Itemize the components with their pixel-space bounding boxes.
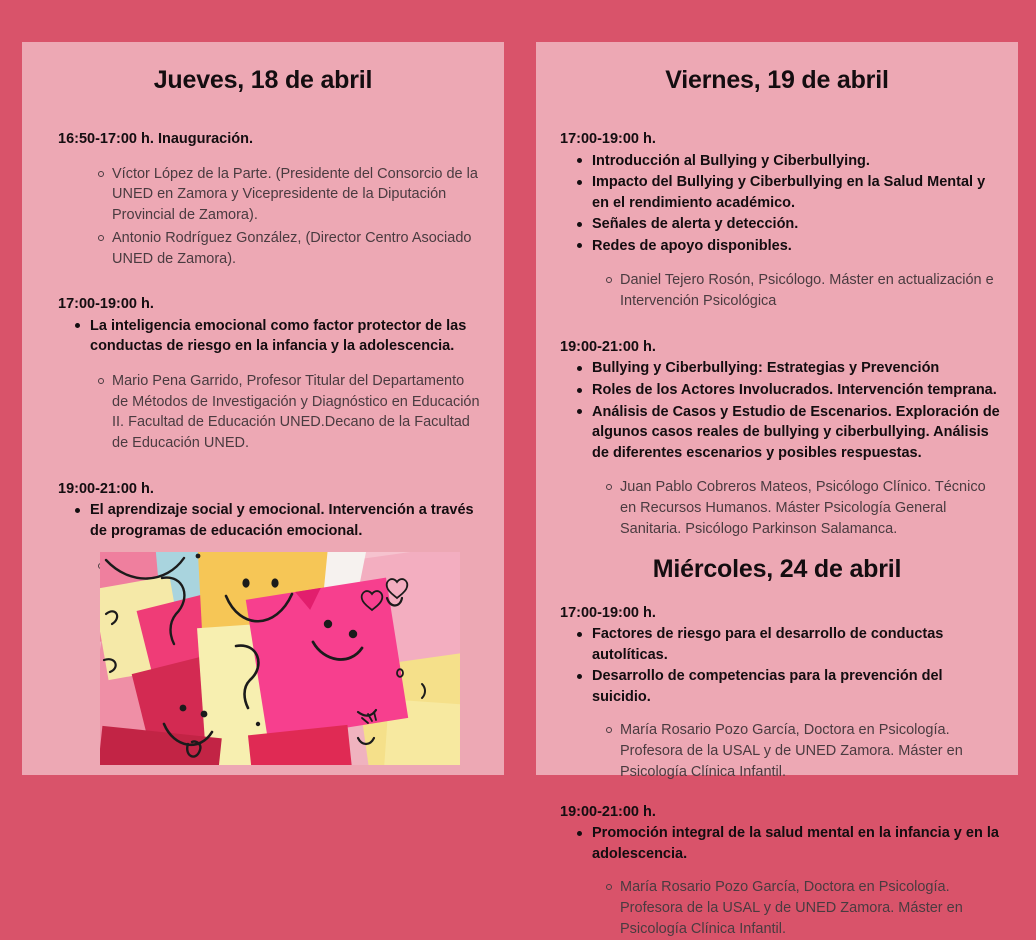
list-item: Víctor López de la Parte. (Presidente del Consorcio de la UNED en Zamora y Vicepresidente de la Diputación Provincial de Zamora). [112,164,482,226]
session-time-inauguracion: 16:50-17:00 h. Inauguración. [58,131,254,147]
session-time-friday-1700: 17:00-19:00 h. [560,131,656,147]
speaker-list-inauguracion [44,164,482,270]
session-time-wednesday-1900: 19:00-21:00 h. [560,803,656,820]
sticky-notes-photo [100,552,460,765]
list-item: Daniel Tejero Rosón, Psicólogo. Máster en actualización e Intervención Psicológica [620,270,1004,311]
list-item: Roles de los Actores Involucrados. Intervención temprana. [592,380,1004,401]
list-item: Desarrollo de competencias para la prevención del suicidio. [592,666,1004,707]
speaker-list-wednesday-1900 [550,877,1004,939]
sticky-notes-illustration [100,552,460,765]
list-item: Bullying y Ciberbullying: Estrategias y Prevención [592,358,1004,379]
list-item: Juan Pablo Cobreros Mateos, Psicólogo Clínico. Técnico en Recursos Humanos. Máster Psicología General Sanitaria. Psicólogo Parkinson Salamanca. [620,477,1004,539]
list-item: María Rosario Pozo García, Doctora en Psicología. Profesora de la USAL y de UNED Zamora. Máster en Psicología Clínica Infantil. [620,877,1004,939]
topic-list-friday-1900 [550,358,1004,463]
topic-list-thursday-1700 [44,316,482,357]
topic-list-wednesday-1700 [550,624,1004,707]
list-item: Señales de alerta y detección. [592,214,1004,235]
list-item: Promoción integral de la salud mental en la infancia y en la adolescencia. [592,823,1004,864]
speaker-list-friday-1700 [550,270,1004,311]
session-time-wednesday-1700: 17:00-19:00 h. [560,604,656,621]
topic-list-friday-1700 [550,151,1004,257]
topic-list-thursday-1900 [44,500,482,541]
topic-list-wednesday-1900 [550,823,1004,864]
session-time-friday-1900: 19:00-21:00 h. [560,338,656,355]
speaker-list-friday-1900 [550,477,1004,539]
list-item: El aprendizaje social y emocional. Intervención a través de programas de educación emocional. [90,500,482,541]
day-card-friday-wednesday [536,42,1018,937]
speaker-list-wednesday-1700 [550,720,1004,782]
page-title-thursday: Jueves, 18 de abril [153,66,373,94]
list-item: Mario Pena Garrido, Profesor Titular del Departamento de Métodos de Investigación y Diagnóstico en Educación II. Facultad de Educación UNED.Decano de la Facultad de Educación UNED. [112,371,482,454]
list-item: Redes de apoyo disponibles. [592,236,1004,257]
list-item: Factores de riesgo para el desarrollo de conductas autolíticas. [592,624,1004,665]
list-item: Introducción al Bullying y Ciberbullying. [592,151,1004,172]
list-item: Impacto del Bullying y Ciberbullying en la Salud Mental y en el rendimiento académico. [592,172,1004,213]
session-time-thursday-1700: 17:00-19:00 h. [58,296,154,313]
list-item: La inteligencia emocional como factor protector de las conductas de riesgo en la infancia y la adolescencia. [90,316,482,357]
list-item: Análisis de Casos y Estudio de Escenarios. Exploración de algunos casos reales de bullying y ciberbullying. Análisis de diferentes escenarios y posibles respuestas. [592,402,1004,464]
page-title-friday: Viernes, 19 de abril [665,66,889,94]
sticky-notes-photo-content [100,552,460,765]
session-time-thursday-1900: 19:00-21:00 h. [58,480,154,497]
list-item: Antonio Rodríguez González, (Director Centro Asociado UNED de Zamora). [112,228,482,269]
speaker-list-thursday-1700 [44,371,482,454]
page-title-wednesday: Miércoles, 24 de abril [652,554,902,583]
list-item: María Rosario Pozo García, Doctora en Psicología. Profesora de la USAL y de UNED Zamora. Máster en Psicología Clínica Infantil. [620,720,1004,782]
